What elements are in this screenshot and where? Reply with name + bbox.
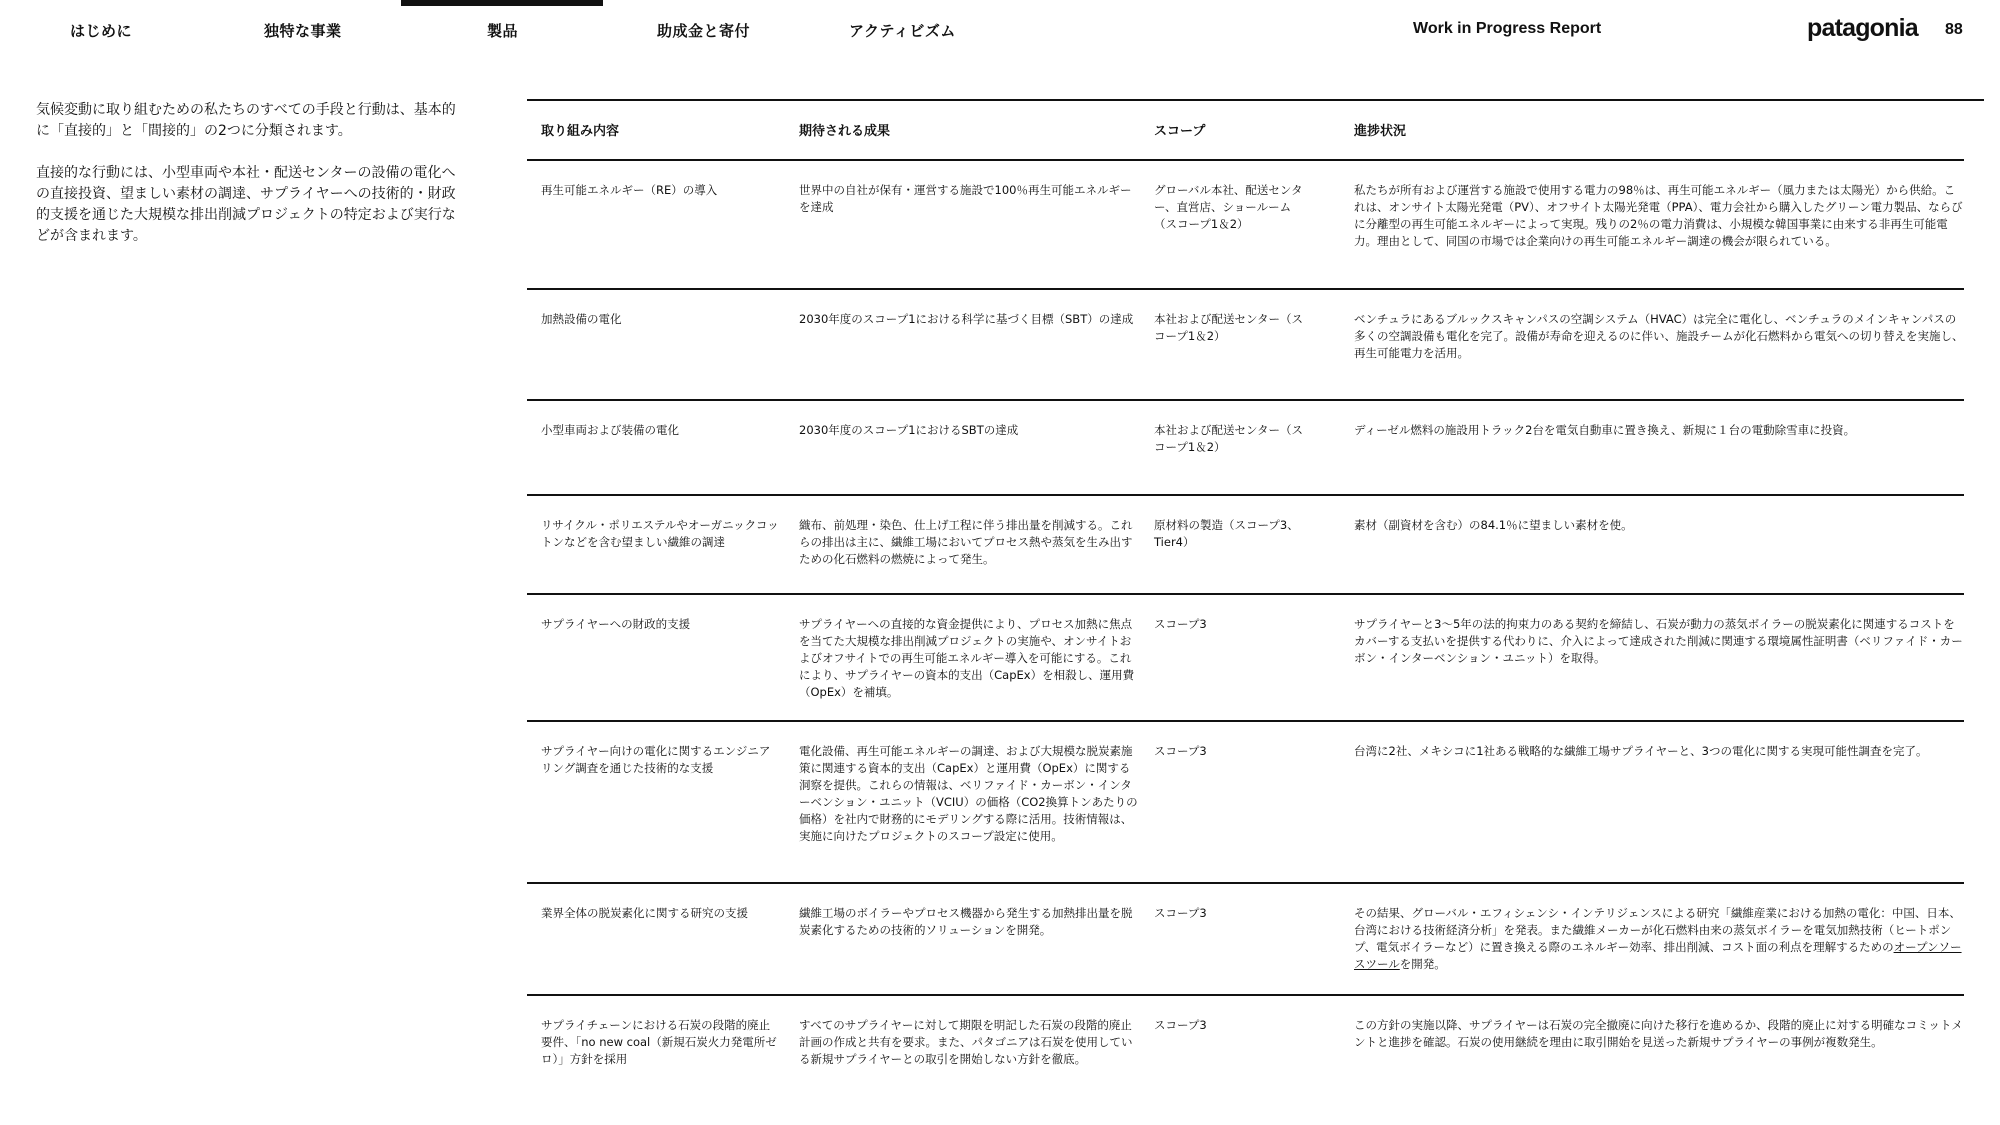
cell-scope: 本社および配送センター（スコープ1＆2） bbox=[1154, 423, 1304, 454]
cell-scope: スコープ3 bbox=[1154, 744, 1207, 758]
table-row bbox=[527, 161, 1964, 290]
table-row bbox=[527, 595, 1964, 722]
cell-outcome: サプライヤーへの直接的な資金提供により、プロセス加熱に焦点を当てた大規模な排出削減プロジェクトの実施や、オンサイトおよびオフサイトでの再生可能エネルギー導入を可能にする。これにより、サプライヤーの資本的支出（CapEx）を相殺し、運用費（OpEx）を補填。 bbox=[799, 617, 1135, 699]
report-title: Work in Progress Report bbox=[1413, 20, 1602, 37]
table-row bbox=[527, 496, 1964, 595]
cell-scope: スコープ3 bbox=[1154, 1018, 1207, 1032]
cell-progress bbox=[1354, 905, 1964, 973]
patagonia-logo[interactable]: patagonia bbox=[1807, 14, 1918, 42]
intro-paragraph-1: 気候変動に取り組むための私たちのすべての手段と行動は、基本的に「直接的」と「間接的」の2つに分類されます。 bbox=[36, 102, 456, 139]
nav-tab-products[interactable]: 製品 bbox=[487, 22, 519, 40]
climate-actions-table bbox=[527, 101, 1964, 1106]
active-tab-indicator bbox=[401, 0, 603, 6]
table-row bbox=[527, 722, 1964, 884]
cell-initiative: 業界全体の脱炭素化に関する研究の支援 bbox=[541, 906, 748, 920]
intro-paragraph-2: 直接的な行動には、小型車両や本社・配送センターの設備の電化への直接投資、望ましい素材の調達、サプライヤーへの技術的・財政的支援を通じた大規模な排出削減プロジェクトの特定および実行などが含まれます。 bbox=[36, 165, 456, 244]
cell-outcome: 2030年度のスコープ1におけるSBTの達成 bbox=[799, 423, 1019, 437]
cell-progress: サプライヤーと3〜5年の法的拘束力のある契約を締結し、石炭が動力の蒸気ボイラーの脱炭素化に関連するコストをカバーする支払いを提供する代わりに、介入によって達成された削減に関連する環境属性証明書（ベリファイド・カーボン・インターベンション・ユニット）を取得。 bbox=[1354, 617, 1963, 665]
cell-progress: この方針の実施以降、サプライヤーは石炭の完全撤廃に向けた移行を進めるか、段階的廃止に対する明確なコミットメントと進捗を確認。石炭の使用継続を理由に取引開始を見送った新規サプライヤーの事例が複数発生。 bbox=[1354, 1018, 1963, 1049]
cell-initiative: サプライヤーへの財政的支援 bbox=[541, 617, 691, 631]
nav-tab-grants-donations[interactable]: 助成金と寄付 bbox=[657, 22, 751, 40]
cell-initiative: サプライチェーンにおける石炭の段階的廃止要件、「no new coal（新規石炭火力発電所ゼロ）」方針を採用 bbox=[541, 1018, 777, 1066]
cell-outcome: 電化設備、再生可能エネルギーの調達、および大規模な脱炭素施策に関連する資本的支出（CapEx）と運用費（OpEx）に関する洞察を提供。これらの情報は、ベリファイド・カーボン・インターベンション・ユニット（VCIU）の価格（CO2換算トンあたりの価格）を社内で財務的にモデリングする際に活用。技術情報は、実施に向けたプロジェクトのスコープ設定に使用。 bbox=[799, 744, 1138, 843]
cell-scope: スコープ3 bbox=[1154, 906, 1207, 920]
nav-tab-activism[interactable]: アクティビズム bbox=[849, 22, 956, 40]
table-row bbox=[527, 884, 1964, 996]
cell-initiative: サプライヤー向けの電化に関するエンジニアリング調査を通じた技術的な支援 bbox=[541, 744, 771, 775]
cell-outcome: 世界中の自社が保有・運営する施設で100％再生可能エネルギーを達成 bbox=[799, 183, 1132, 214]
cell-scope: スコープ3 bbox=[1154, 617, 1207, 631]
header-initiative: 取り組み内容 bbox=[541, 124, 620, 139]
nav-tab-introduction[interactable]: はじめに bbox=[70, 22, 133, 40]
cell-outcome: 繊維工場のボイラーやプロセス機器から発生する加熱排出量を脱炭素化するための技術的ソリューションを開発。 bbox=[799, 906, 1133, 937]
header-expected-outcome: 期待される成果 bbox=[799, 124, 891, 139]
cell-scope: 原材料の製造（スコープ3、Tier4） bbox=[1154, 518, 1299, 549]
cell-outcome: 2030年度のスコープ1における科学に基づく目標（SBT）の達成 bbox=[799, 312, 1134, 326]
cell-scope: グローバル本社、配送センター、直営店、ショールーム（スコープ1＆2） bbox=[1154, 183, 1303, 231]
cell-progress: 台湾に2社、メキシコに1社ある戦略的な繊維工場サプライヤーと、3つの電化に関する実現可能性調査を完了。 bbox=[1354, 744, 1928, 758]
cell-progress: ディーゼル燃料の施設用トラック2台を電気自動車に置き換え、新規に１台の電動除雪車に投資。 bbox=[1354, 423, 1856, 437]
cell-outcome: 織布、前処理・染色、仕上げ工程に伴う排出量を削減する。これらの排出は主に、繊維工場においてプロセス熱や蒸気を生み出すための化石燃料の燃焼によって発生。 bbox=[799, 518, 1133, 566]
table-row bbox=[527, 290, 1964, 401]
open-source-tool-link[interactable]: オープンソースツール bbox=[1354, 940, 1962, 971]
cell-initiative: 加熱設備の電化 bbox=[541, 312, 622, 326]
cell-initiative: 再生可能エネルギー（RE）の導入 bbox=[541, 183, 718, 197]
cell-progress: ベンチュラにあるブルックスキャンパスの空調システム（HVAC）は完全に電化し、ベンチュラのメインキャンパスの多くの空調設備も電化を完了。設備が寿命を迎えるのに伴い、施設チームが化石燃料から電気への切り替えを実施し、再生可能電力を活用。 bbox=[1354, 312, 1964, 360]
cell-initiative: リサイクル・ポリエステルやオーガニックコットンなどを含む望ましい繊維の調達 bbox=[541, 518, 779, 549]
table-header-row bbox=[527, 101, 1964, 161]
cell-initiative: 小型車両および装備の電化 bbox=[541, 423, 679, 437]
header-scope: スコープ bbox=[1154, 124, 1206, 139]
cell-scope: 本社および配送センター（スコープ1＆2） bbox=[1154, 312, 1304, 343]
table-row bbox=[527, 401, 1964, 496]
header-progress: 進捗状況 bbox=[1354, 124, 1407, 139]
page-number: 88 bbox=[1945, 21, 1963, 38]
progress-text-before-link: その結果、グローバル・エフィシェンシ・インテリジェンスによる研究「繊維産業における加熱の電化：中国、日本、台湾における技術経済分析」を発表。また繊維メーカーが化石燃料由来の蒸気ボイラーを電気加熱技術（ヒートポンプ、電気ボイラーなど）に置き換える際のエネルギー効率、排出削減、コスト面の利点を理解するための bbox=[1354, 906, 1961, 954]
top-navigation bbox=[0, 0, 2000, 60]
intro-text bbox=[36, 100, 456, 268]
progress-text-after-link: を開発。 bbox=[1399, 957, 1446, 971]
nav-tab-unique-business[interactable]: 独特な事業 bbox=[264, 22, 342, 40]
table-row bbox=[527, 996, 1964, 1106]
cell-progress: 素材（副資材を含む）の84.1％に望ましい素材を使。 bbox=[1354, 518, 1633, 532]
cell-progress: 私たちが所有および運営する施設で使用する電力の98％は、再生可能エネルギー（風力または太陽光）から供給。これは、オンサイト太陽光発電（PV）、オフサイト太陽光発電（PPA）、電力会社から購入したグリーン電力製品、ならびに分離型の再生可能エネルギーによって実現。残りの2％の電力消費は、小規模な韓国事業に由来する非再生可能電力。理由として、同国の市場では企業向けの再生可能エネルギー調達の機会が限られている。 bbox=[1354, 183, 1963, 248]
cell-outcome: すべてのサプライヤーに対して期限を明記した石炭の段階的廃止計画の作成と共有を要求。また、パタゴニアは石炭を使用している新規サプライヤーとの取引を開始しない方針を徹底。 bbox=[799, 1018, 1133, 1066]
